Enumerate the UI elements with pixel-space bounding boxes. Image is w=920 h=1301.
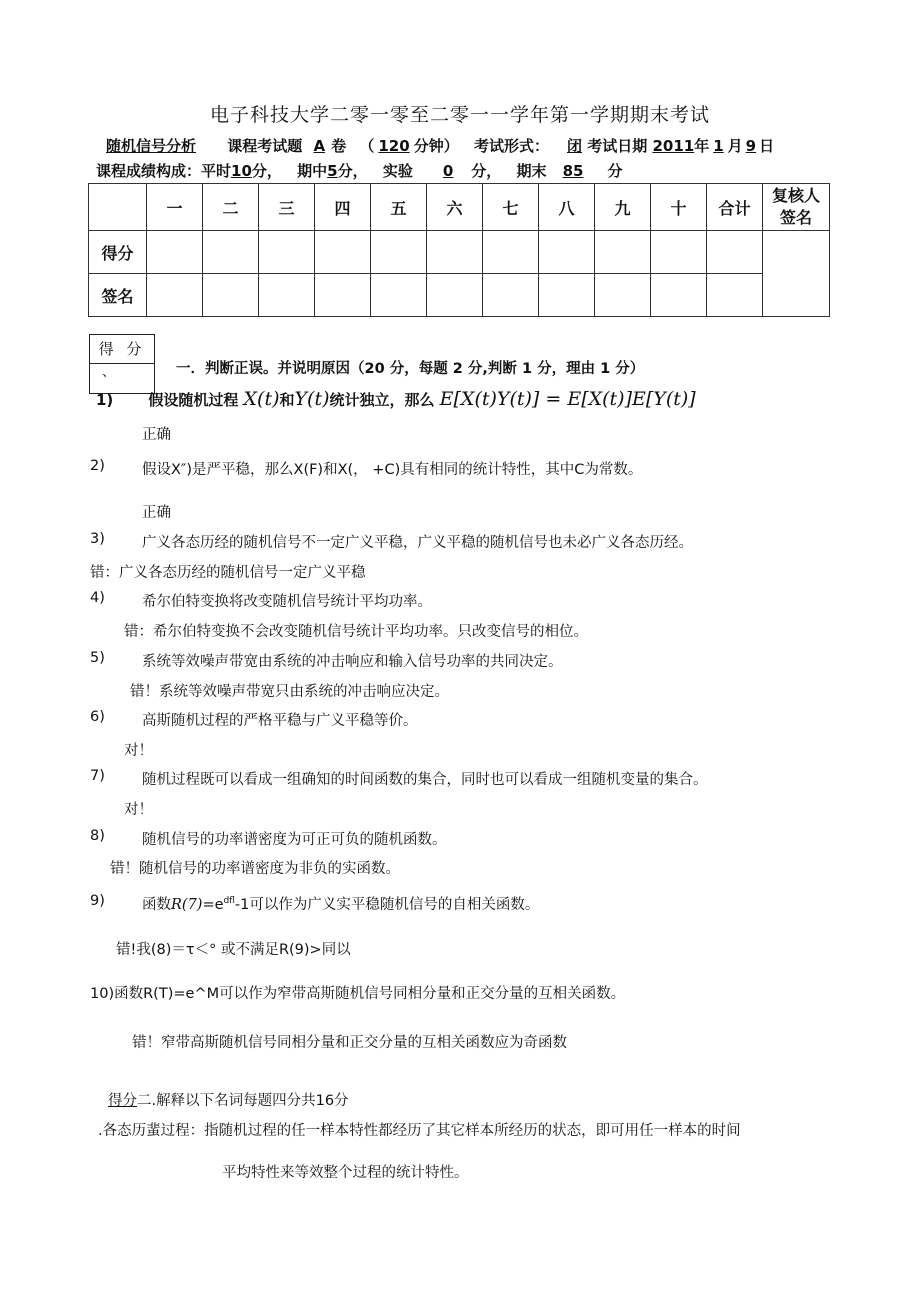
question-3: 广义各态历经的随机信号不一定广义平稳，广义平稳的随机信号也未必广义各态历经。: [142, 535, 693, 551]
final-unit: 分: [607, 162, 623, 180]
year-unit: 年: [694, 137, 710, 155]
form-value: 闭: [566, 137, 582, 155]
col-header: 九: [595, 184, 651, 231]
sign-cell: [315, 274, 371, 317]
col-header: 八: [539, 184, 595, 231]
month-unit: 月: [727, 137, 743, 155]
expectation-formula: E[X(t)Y(t)] = E[X(t)]E[Y(t)]: [439, 388, 696, 410]
question-number: 8): [90, 828, 105, 844]
formula-y: Y(t): [294, 388, 330, 410]
col-header: 四: [315, 184, 371, 231]
exam-header: [96, 135, 774, 156]
col-header: 五: [371, 184, 427, 231]
score-cell: [595, 231, 651, 274]
answer-1: 正确: [142, 427, 171, 443]
exam-label: 课程考试题: [227, 137, 303, 155]
exam-month: 1: [713, 137, 724, 155]
score-cell: [707, 231, 763, 274]
row-label-score: 得分: [89, 231, 147, 274]
sign-cell: [483, 274, 539, 317]
question-5: 系统等效噪声带宽由系统的冲击响应和输入信号功率的共同决定。: [142, 654, 563, 670]
term-definition-cont: 平均特性来等效整个过程的统计特性。: [222, 1165, 469, 1181]
section2-heading: [108, 1089, 349, 1110]
paper-type: A: [313, 137, 326, 155]
question-9: [142, 893, 539, 914]
section2-heading-text: 二.解释以下名词每题四分共16分: [137, 1093, 349, 1109]
date-label: 考试日期: [587, 137, 648, 155]
col-header: 一: [147, 184, 203, 231]
section1-score-box: [89, 334, 155, 394]
score-cell: [539, 231, 595, 274]
col-header: 十: [651, 184, 707, 231]
question-number: 4): [90, 590, 105, 606]
question-number: 5): [90, 650, 105, 666]
form-label: 考试形式：: [473, 137, 549, 155]
question-7: 随机过程既可以看成一组确知的时间函数的集合，同时也可以看成一组随机变量的集合。: [142, 772, 708, 788]
score-cell: [315, 231, 371, 274]
question-10-text: 函数R(T)=e^M可以作为窄带高斯随机信号同相分量和正交分量的互相关函数。: [114, 986, 626, 1002]
exam-year: 2011: [652, 137, 695, 155]
mid-unit: 分，: [337, 162, 368, 180]
question-8: 随机信号的功率谱密度为可正可负的随机函数。: [142, 832, 447, 848]
score-table: [88, 183, 830, 317]
mid-score: 5: [327, 162, 338, 180]
q9-text-a: 函数: [142, 897, 171, 913]
day-unit: 日: [759, 137, 775, 155]
question-number: 3): [90, 531, 105, 547]
sign-cell: [371, 274, 427, 317]
answer-5: 错！系统等效噪声带宽只由系统的冲击响应决定。: [130, 684, 449, 700]
score-cell: [203, 231, 259, 274]
question-6: 高斯随机过程的严格平稳与广义平稳等价。: [142, 713, 418, 729]
grading-line: [96, 160, 622, 181]
question-number: 7): [90, 768, 105, 784]
score-box-mark: 、: [102, 365, 116, 380]
sign-cell: [147, 274, 203, 317]
answer-10: 错！窄带高斯随机信号同相分量和正交分量的互相关函数应为奇函数: [132, 1035, 567, 1051]
review-cell: [763, 231, 830, 317]
question-10: [90, 982, 625, 1003]
lab-unit: 分，: [471, 162, 502, 180]
section1-heading: 一．判断正误。并说明原因（20 分，每题 2 分,判断 1 分，理由 1 分）: [176, 361, 645, 377]
paper-suffix: 卷: [331, 137, 347, 155]
review-label-1: 复核人: [771, 186, 820, 205]
duration-unit: 分钟）: [413, 137, 459, 155]
question-2: 假设X″)是严平稳，那么X(F)和X(， +C)具有相同的统计特性，其中C为常数。: [142, 462, 643, 478]
sign-cell: [427, 274, 483, 317]
col-header: 二: [203, 184, 259, 231]
answer-6: 对！: [124, 743, 153, 759]
answer-4: 错：希尔伯特变换不会改变随机信号统计平均功率。只改变信号的相位。: [124, 624, 588, 640]
duration-open: （: [359, 137, 375, 155]
sign-cell: [595, 274, 651, 317]
question-number: 9): [90, 893, 105, 909]
answer-3: 错：广义各态历经的随机信号一定广义平稳: [90, 565, 366, 581]
sign-cell: [259, 274, 315, 317]
exam-day: 9: [745, 137, 757, 155]
col-header: 三: [259, 184, 315, 231]
answer-8: 错！随机信号的功率谱密度为非负的实函数。: [110, 861, 400, 877]
question-number: 1): [96, 391, 114, 409]
mid-label: 期中: [297, 162, 328, 180]
q9-exp-base: e: [214, 897, 224, 913]
score-box-label: 得 分: [90, 335, 154, 364]
question-number: 6): [90, 709, 105, 725]
question-1: [96, 388, 696, 410]
question-text-and: 和: [279, 391, 295, 409]
score-cell: [427, 231, 483, 274]
duration: 120: [378, 137, 410, 155]
question-text-2: 统计独立，那么: [329, 391, 435, 409]
question-4: 希尔伯特变换将改变随机信号统计平均功率。: [142, 594, 432, 610]
review-label-2: 签名: [779, 208, 812, 227]
sign-cell: [539, 274, 595, 317]
col-header: 六: [427, 184, 483, 231]
question-number: 10): [90, 986, 115, 1002]
table-corner: [89, 184, 147, 231]
col-header-total: 合计: [707, 184, 763, 231]
score-cell: [147, 231, 203, 274]
sign-cell: [203, 274, 259, 317]
section2-score-label: 得分: [108, 1093, 137, 1109]
score-cell: [259, 231, 315, 274]
question-text: 假设随机过程: [148, 391, 239, 409]
answer-2: 正确: [142, 505, 171, 521]
usual-score: 10: [231, 162, 252, 180]
row-label-sign: 签名: [89, 274, 147, 317]
formula-x: X(t): [243, 388, 280, 410]
lab-score: 0: [442, 162, 454, 180]
q9-func: R(7)=: [171, 897, 215, 913]
question-number: 2): [90, 458, 105, 474]
final-label: 期末: [516, 162, 547, 180]
q9-exp: dfl: [223, 896, 235, 907]
course-name: 随机信号分析: [106, 137, 197, 155]
q9-text-e: -1可以作为广义实平稳随机信号的自相关函数。: [234, 897, 540, 913]
term-definition: .各态历蜚过程：指随机过程的任一样本特性都经历了其它样本所经历的状态，即可用任一样本的时间: [98, 1123, 741, 1139]
grading-label: 课程成绩构成：平时: [96, 162, 232, 180]
usual-unit: 分，: [251, 162, 282, 180]
answer-7: 对！: [124, 802, 153, 818]
sign-cell: [651, 274, 707, 317]
final-score: 85: [562, 162, 584, 180]
col-header: 七: [483, 184, 539, 231]
answer-9: 错!我(8)＝τ＜° 或不满足R(9)>同以: [116, 942, 351, 958]
score-cell: [483, 231, 539, 274]
lab-label: 实验: [382, 162, 413, 180]
col-header-review: [763, 184, 830, 231]
score-cell: [371, 231, 427, 274]
sign-cell: [707, 274, 763, 317]
page-title: 电子科技大学二零一零至二零一一学年第一学期期末考试: [209, 104, 710, 126]
score-cell: [651, 231, 707, 274]
